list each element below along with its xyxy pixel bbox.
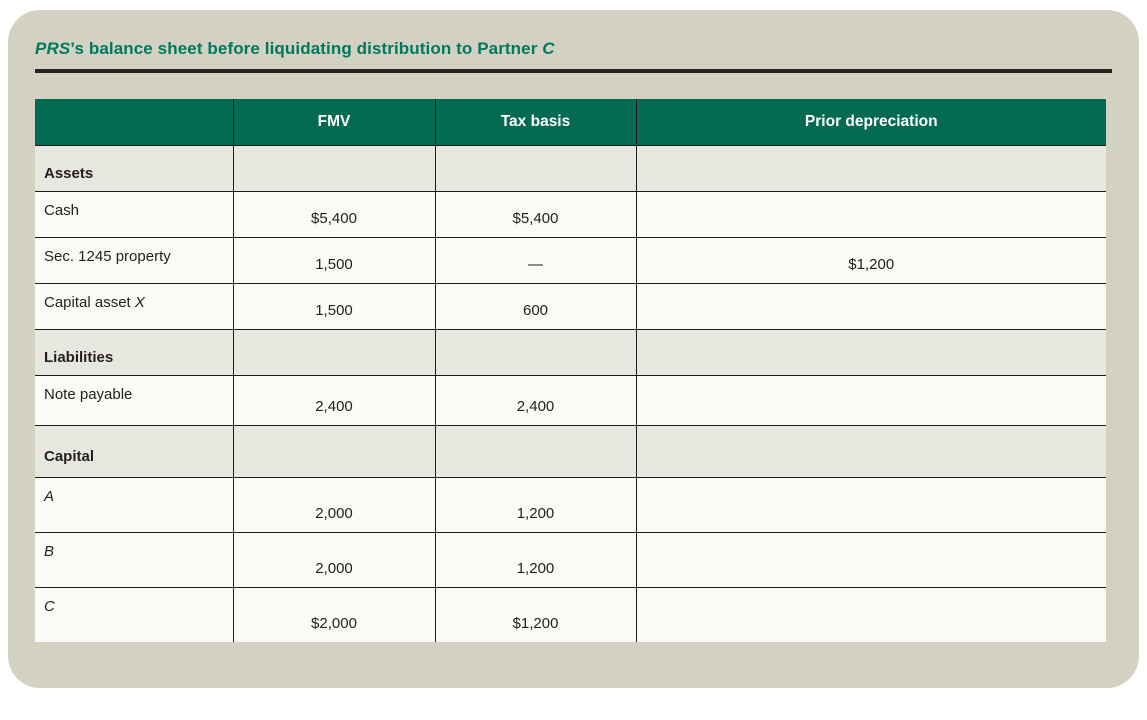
- prior-depreciation-cell: [636, 587, 1106, 642]
- fmv-cell: [233, 145, 435, 191]
- tax-basis-cell: 1,200: [435, 532, 636, 587]
- balance-sheet-card: [8, 10, 1139, 688]
- prior-depreciation-cell: [636, 477, 1106, 532]
- balance-sheet-table: [35, 99, 1106, 642]
- table-row: [35, 477, 1106, 532]
- tax-basis-cell: 600: [435, 283, 636, 329]
- prior-depreciation-cell: [636, 375, 1106, 425]
- table-row: [35, 375, 1106, 425]
- prior-depreciation-cell: [636, 145, 1106, 191]
- prior-depreciation-cell: [636, 283, 1106, 329]
- tax-basis-cell: 1,200: [435, 477, 636, 532]
- table-body: [35, 145, 1106, 642]
- header-tax-basis: Tax basis: [435, 99, 636, 145]
- tax-basis-cell: —: [435, 237, 636, 283]
- tax-basis-cell: [435, 145, 636, 191]
- title-text: ’s balance sheet before liquidating distribution to Partner: [70, 39, 543, 58]
- row-label-cell: Capital: [35, 425, 233, 477]
- row-label-italic: A: [44, 487, 55, 505]
- fmv-cell: $2,000: [233, 587, 435, 642]
- row-label-cell: Liabilities: [35, 329, 233, 375]
- prior-depreciation-cell: [636, 329, 1106, 375]
- fmv-cell: 2,400: [233, 375, 435, 425]
- row-label-cell: Note payable: [35, 375, 233, 425]
- header-prior-depreciation: Prior depreciation: [636, 99, 1106, 145]
- header-fmv: FMV: [233, 99, 435, 145]
- section-row: [35, 425, 1106, 477]
- row-label-cell: Assets: [35, 145, 233, 191]
- row-label-cell: [35, 532, 233, 587]
- header-blank-cell: [35, 99, 233, 145]
- fmv-cell: 2,000: [233, 532, 435, 587]
- fmv-cell: 1,500: [233, 283, 435, 329]
- tax-basis-cell: [435, 329, 636, 375]
- prior-depreciation-cell: $1,200: [636, 237, 1106, 283]
- row-label-italic: C: [44, 597, 55, 615]
- header-row: [35, 99, 1106, 145]
- table-header: [35, 99, 1106, 145]
- row-label-italic: X: [134, 293, 145, 311]
- tax-basis-cell: $5,400: [435, 191, 636, 237]
- title-entity-name: PRS: [35, 39, 71, 58]
- row-label-cell: [35, 587, 233, 642]
- fmv-cell: [233, 425, 435, 477]
- tax-basis-cell: $1,200: [435, 587, 636, 642]
- row-label-cell: Capital asset X: [35, 283, 233, 329]
- section-row: [35, 329, 1106, 375]
- fmv-cell: [233, 329, 435, 375]
- tax-basis-cell: 2,400: [435, 375, 636, 425]
- table-row: [35, 191, 1106, 237]
- section-row: [35, 145, 1106, 191]
- table-row: [35, 283, 1106, 329]
- row-label-cell: Sec. 1245 property: [35, 237, 233, 283]
- row-label-cell: [35, 477, 233, 532]
- row-label-italic: B: [44, 542, 55, 560]
- prior-depreciation-cell: [636, 425, 1106, 477]
- fmv-cell: $5,400: [233, 191, 435, 237]
- table-row: [35, 237, 1106, 283]
- title-underline-rule: [35, 69, 1112, 73]
- prior-depreciation-cell: [636, 191, 1106, 237]
- fmv-cell: 2,000: [233, 477, 435, 532]
- table-row: [35, 587, 1106, 642]
- table-title: [35, 38, 1112, 60]
- table-row: [35, 532, 1106, 587]
- title-partner-letter: C: [542, 39, 555, 58]
- fmv-cell: 1,500: [233, 237, 435, 283]
- prior-depreciation-cell: [636, 532, 1106, 587]
- row-label-cell: Cash: [35, 191, 233, 237]
- tax-basis-cell: [435, 425, 636, 477]
